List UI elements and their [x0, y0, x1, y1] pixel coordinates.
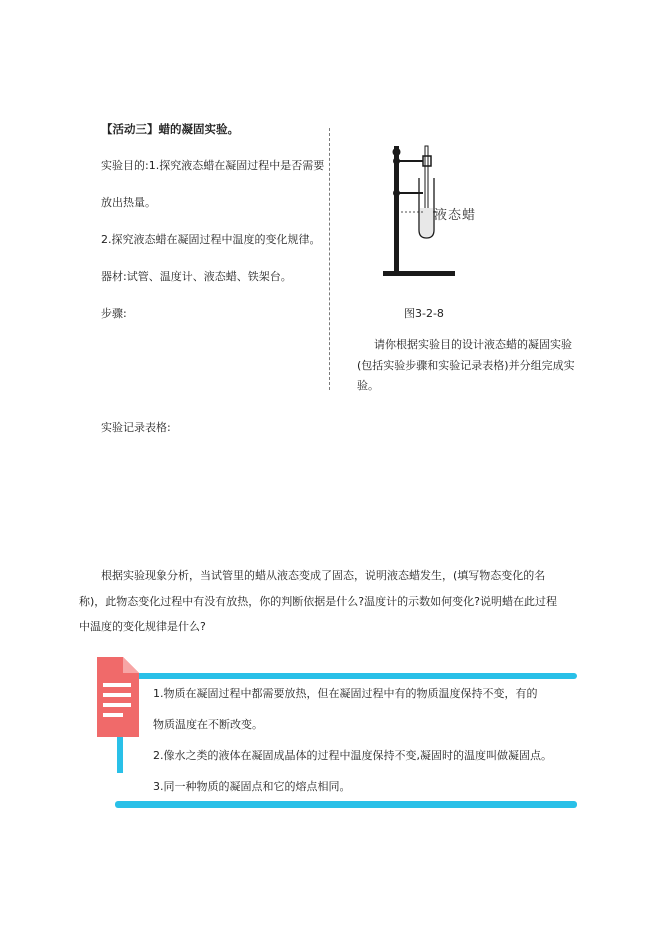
summary-item-1-line-2: 物质温度在不断改变。: [153, 718, 263, 731]
analysis-line-1: 根据实验现象分析，当试管里的蜡从液态变成了固态，说明液态蜡发生，(填写物态变化的名: [101, 569, 546, 582]
summary-bottom-bar: [115, 801, 577, 808]
summary-box: [95, 655, 581, 815]
purpose-line-1: 实验目的:1.探究液态蜡在凝固过程中是否需要: [101, 159, 325, 172]
dashed-divider: [329, 128, 330, 390]
analysis-line-3: 中温度的变化规律是什么?: [79, 620, 206, 633]
instruction-line-2: (包括实验步骤和实验记录表格)并分组完成实: [357, 359, 575, 372]
record-label: 实验记录表格:: [101, 421, 171, 434]
steps-label: 步骤:: [101, 307, 127, 320]
purpose-line-2: 放出热量。: [101, 196, 156, 209]
activity-title: 【活动三】蜡的凝固实验。: [101, 122, 239, 136]
analysis-line-2: 称)，此物态变化过程中有没有放热，你的判断依据是什么?温度计的示数如何变化?说明蜡在此过程: [79, 595, 557, 608]
summary-item-1-line-1: 1.物质在凝固过程中都需要放热，但在凝固过程中有的物质温度保持不变，有的: [153, 687, 538, 700]
instruction-line-1: 请你根据实验目的设计液态蜡的凝固实验: [374, 338, 572, 351]
instruction-line-3: 验。: [357, 379, 379, 392]
purpose-item-2: 2.探究液态蜡在凝固过程中温度的变化规律。: [101, 233, 321, 246]
summary-item-2: 2.像水之类的液体在凝固成晶体的过程中温度保持不变,凝固时的温度叫做凝固点。: [153, 749, 552, 762]
materials: 器材:试管、温度计、液态蜡、铁架台。: [101, 270, 292, 283]
figure-caption: 图3-2-8: [404, 307, 444, 320]
summary-top-bar: [117, 673, 577, 679]
liquid-wax-label: 液态蜡: [434, 208, 477, 223]
summary-item-3: 3.同一种物质的凝固点和它的熔点相同。: [153, 780, 351, 793]
document-icon: [95, 655, 143, 739]
